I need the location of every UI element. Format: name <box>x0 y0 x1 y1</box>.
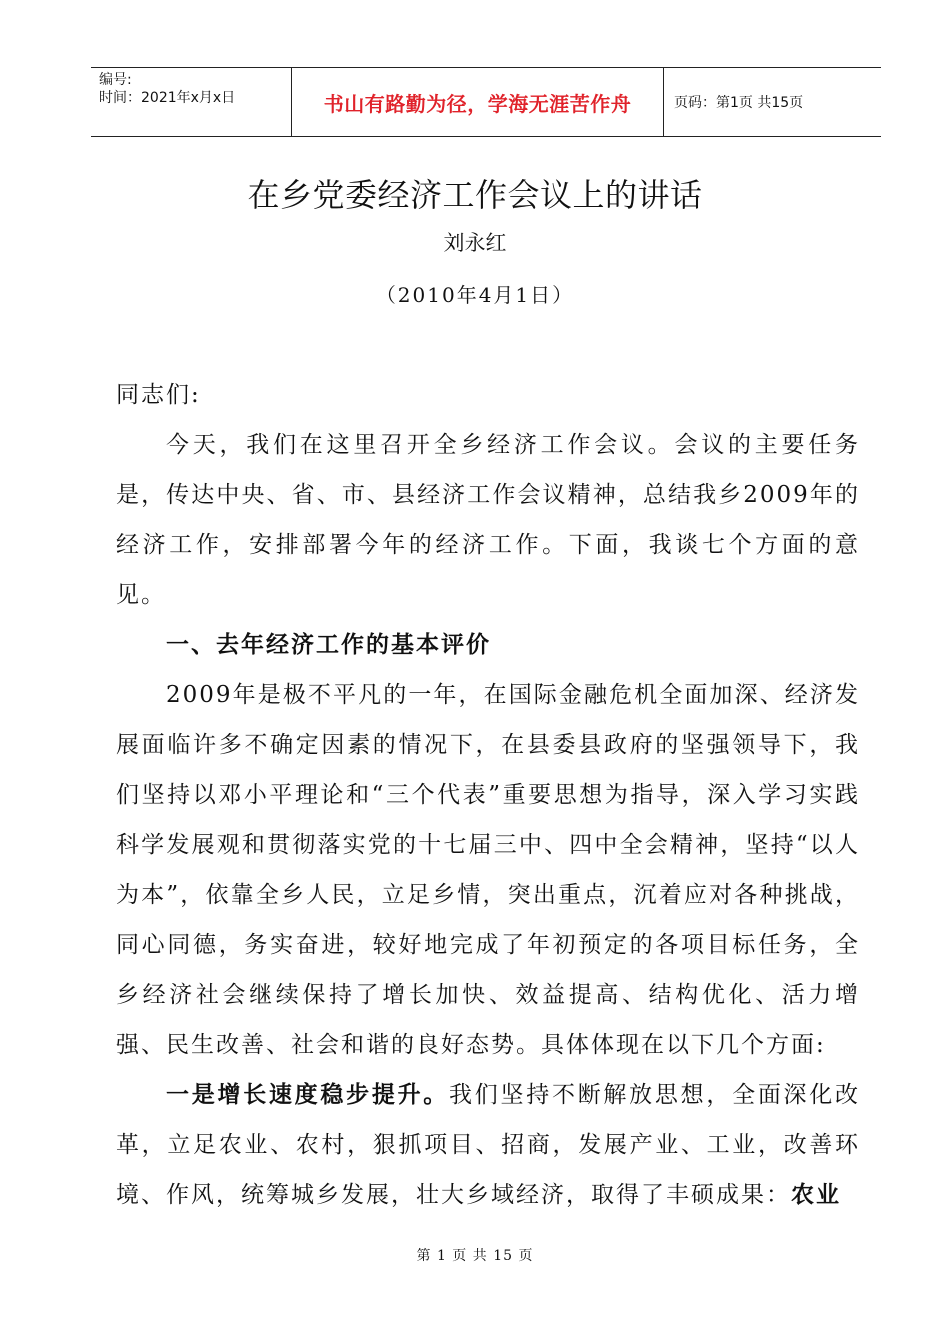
paragraph-growth-tail: 农业 <box>791 1182 841 1208</box>
document-header-table <box>91 67 881 137</box>
document-number-label: 编号: <box>99 72 132 88</box>
document-title: 在乡党委经济工作会议上的讲话 <box>247 176 703 214</box>
paragraph-intro: 今天，我们在这里召开全乡经济工作会议。会议的主要任务是，传达中央、省、市、县经济工作会议精神，总结我乡2009年的经济工作，安排部署今年的经济工作。下面，我谈七个方面的意见。 <box>116 432 860 608</box>
page-footer: 第 1 页 共 15 页 <box>416 1248 534 1264</box>
paragraph-growth-lead: 一是增长速度稳步提升。 <box>166 1082 450 1108</box>
section-heading-1: 一、去年经济工作的基本评价 <box>166 632 491 658</box>
paragraph-growth <box>116 1070 860 1220</box>
header-motto: 书山有路勤为径，学海无涯苦作舟 <box>292 68 664 136</box>
document-body <box>116 370 860 1220</box>
paragraph-evaluation: 2009年是极不平凡的一年，在国际金融危机全面加深、经济发展面临许多不确定因素的情况下，在县委县政府的坚强领导下，我们坚持以邓小平理论和“三个代表”重要思想为指导，深入学习实践科学发展观和贯彻落实党的十七届三中、四中全会精神，坚持“以人为本”，依靠全乡人民，立足乡情，突出重点，沉着应对各种挑战，同心同德，务实奋进，较好地完成了年初预定的各项目标任务，全乡经济社会继续保持了增长加快、效益提高、结构优化、活力增强、民生改善、社会和谐的良好态势。具体体现在以下几个方面: <box>116 682 860 1058</box>
document-time-label: 时间：2021年x月x日 <box>99 90 236 106</box>
document-author: 刘永红 <box>443 231 507 255</box>
document-date: （2010年4月1日） <box>375 283 575 307</box>
header-meta-cell <box>91 68 292 136</box>
salutation: 同志们: <box>116 382 201 408</box>
paragraph-growth-text: 我们坚持不断解放思想，全面深化改革，立足农业、农村，狠抓项目、招商，发展产业、工业，改善环境、作风，统筹城乡发展，壮大乡域经济，取得了丰硕成果： <box>116 1082 861 1208</box>
header-page-info: 页码：第1页 共15页 <box>674 95 804 111</box>
